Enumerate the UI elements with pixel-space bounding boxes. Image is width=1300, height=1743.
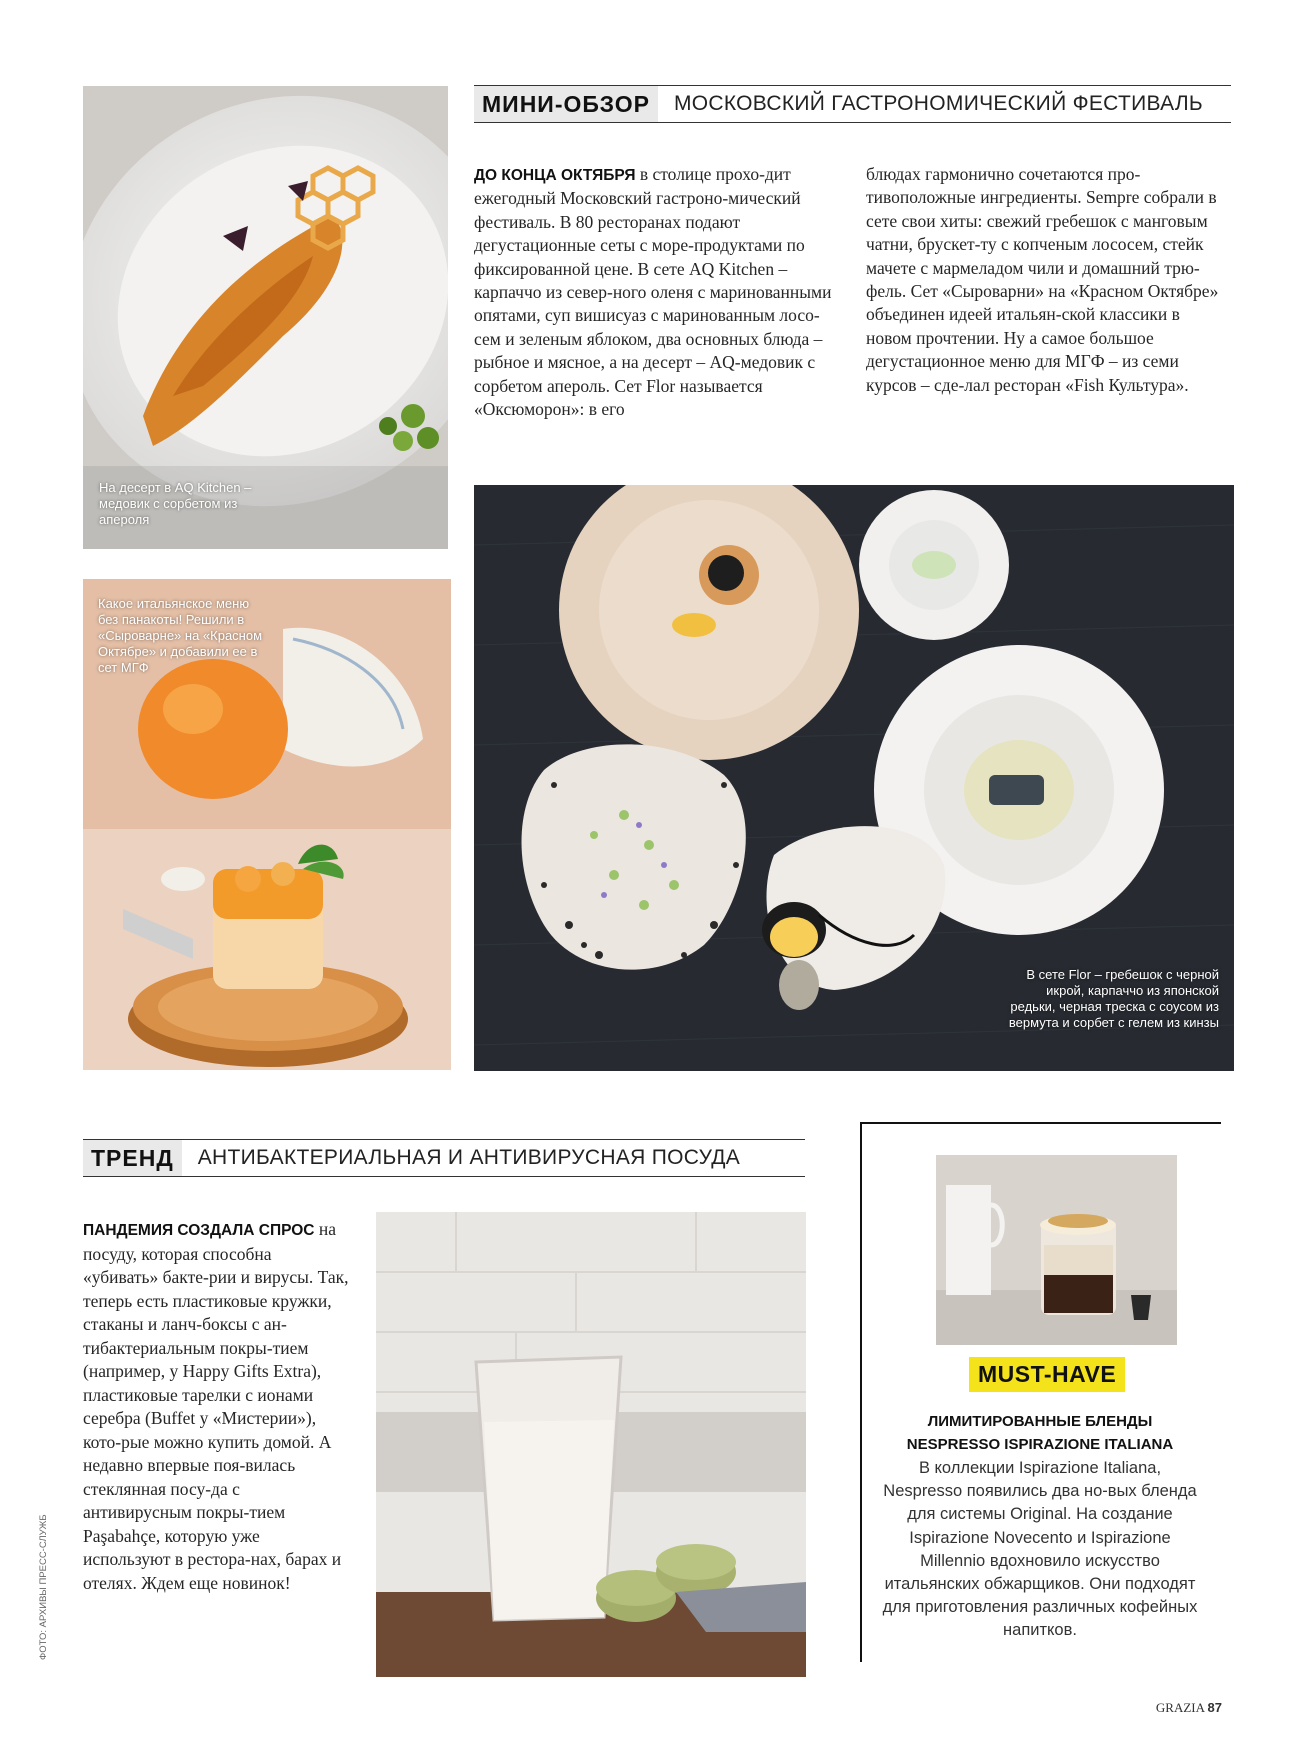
- trend-text: на посуду, которая способна «убивать» бакте-рии и вирусы. Так, теперь есть пластиковые кружки, стаканы и ланч-боксы с ан-тибактериальным покры-тием (например, у Happy Gifts Extra), пластиковые тарелки с ионами серебра (Buffet у «Мистерии»), кото-рые можно купить домой. А недавно впервые поя-вилась стеклянная посу-да с антивирусным покры-тием Paşabahçe, которую уже используют в рестора-нах, барах и отелях. Ждем еще новинок!: [83, 1219, 349, 1593]
- must-have-badge: MUST-HAVE: [969, 1357, 1125, 1392]
- mini-review-tag: МИНИ-ОБЗОР: [474, 86, 658, 122]
- trend-column: [83, 1218, 351, 1595]
- mini-review-lead: ДО КОНЦА ОКТЯБРЯ: [474, 167, 636, 184]
- mini-review-title: МОСКОВСКИЙ ГАСТРОНОМИЧЕСКИЙ ФЕСТИВАЛЬ: [673, 92, 1204, 115]
- photo-credit: ФОТО: АРХИВЫ ПРЕСС-СЛУЖБ: [38, 1514, 49, 1660]
- mini-review-col2-text: блюдах гармонично сочетаются про-тивоположные ингредиенты. Sempre собрали в сете свои хиты: свежий гребешок с манговым чатни, брускет-ту с копченым лососем, стейк мачете с мармеладом чили и домашний трю-фель. Сет «Сыроварни» на «Красном Октябре» объединен идеей итальян-ской классики в новом прочтении. Ну а самое большое дегустационное меню для МГФ – из семи курсов – сде-лал ресторан «Fish Культура».: [866, 164, 1219, 395]
- must-have-text: В коллекции Ispirazione Italiana, Nespresso появились два но-вых бленда для системы Original. На создание Ispirazione Novecento и Ispirazione Millennio вдохновило искусство итальянских обжарщиков. Они подходят для приготовления различных кофейных напитков.: [882, 1459, 1198, 1640]
- footer-magazine: GRAZIA: [1155, 1700, 1205, 1715]
- pannacotta-photo: [83, 579, 451, 1070]
- flor-set-photo: [474, 485, 1234, 1071]
- pannacotta-caption: Какое итальянское меню без панакоты! Решили в «Сыроварне» на «Красном Октябре» и добавили ее в сет МГФ: [98, 596, 263, 675]
- mini-review-header: [474, 85, 1231, 123]
- flor-caption: В сете Flor – гребешок с черной икрой, карпаччо из японской редьки, черная треска с соусом из вермута и сорбет с гелем из кинзы: [1008, 967, 1219, 1030]
- trend-lead: ПАНДЕМИЯ СОЗДАЛА СПРОС: [83, 1222, 315, 1239]
- dessert-caption: На десерт в AQ Kitchen – медовик с сорбетом из апероля: [99, 480, 252, 527]
- nespresso-illustration: [936, 1155, 1177, 1345]
- footer-page-number: 87: [1207, 1700, 1222, 1715]
- dessert-photo: [83, 86, 448, 549]
- trend-header: [83, 1139, 805, 1177]
- page-footer: [1156, 1700, 1222, 1716]
- must-have-title: ЛИМИТИРОВАННЫЕ БЛЕНДЫ NESPRESSO ISPIRAZIONE ITALIANA: [906, 1413, 1174, 1453]
- trend-title: АНТИБАКТЕРИАЛЬНАЯ И АНТИВИРУСНАЯ ПОСУДА: [197, 1146, 741, 1169]
- milk-glass-illustration: [376, 1212, 806, 1677]
- nespresso-photo: [936, 1155, 1177, 1345]
- mini-review-column-2: [866, 163, 1228, 397]
- mini-review-col1-text: в столице прохо-дит ежегодный Московский гастроно-мический фестиваль. В 80 ресторанах подают дегустационные сеты с море-продуктами по фиксированной цене. В сете AQ Kitchen – карпаччо из север-ного оленя с маринованными опятами, суп вишисуаз с маринованным лосо-сем и зеленым яблоком, два основных блюда – рыбное и мясное, а на десерт – AQ-медовик с сорбетом апероль. Сет Flor называется «Оксюморон»: в его: [474, 164, 832, 420]
- milk-glass-photo: [376, 1212, 806, 1677]
- trend-tag: ТРЕНД: [83, 1140, 182, 1176]
- mini-review-column-1: [474, 163, 844, 421]
